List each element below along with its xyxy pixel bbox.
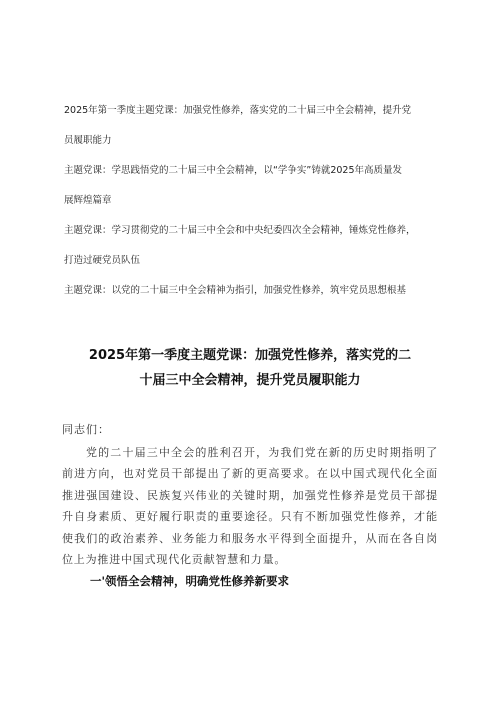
document-title-line-2: 十届三中全会精神，提升党员履职能力 (139, 373, 361, 388)
toc-item-2[interactable]: 主题党课：学思践悟党的二十届三中全会精神，以“学争实”铸就2025年高质量发 (64, 165, 403, 176)
toc-item-3-continued[interactable]: 打造过硬党员队伍 (64, 255, 141, 266)
toc-item-4[interactable]: 主题党课：以党的二十届三中全会精神为指引，加强党性修养，筑牢党员思想根基 (64, 285, 407, 296)
toc-item-2-continued[interactable]: 展辉煌篇章 (64, 195, 112, 206)
section-heading: 一'领悟全会精神，明确党性修养新要求 (90, 574, 290, 589)
toc-item-3[interactable]: 主题党课：学习贯彻党的二十届三中全会和中央纪委四次全会精神，锤炼党性修养， (64, 225, 416, 236)
table-of-contents (64, 96, 444, 306)
document-body (62, 420, 438, 592)
toc-item-1[interactable]: 2025年第一季度主题党课：加强党性修养，落实党的二十届三中全会精神，提升党 (64, 105, 412, 116)
toc-item-1-continued[interactable]: 员履职能力 (64, 135, 112, 146)
document-title (60, 343, 440, 393)
salutation: 同志们： (62, 423, 110, 436)
intro-paragraph: 党的二十届三中全会的胜利召开，为我们党在新的历史时期指明了前进方向，也对党员干部提出了新的更高要求。在以中国式现代化全面推进强国建设、民族复兴伟业的关键时期，加强党性修养是党员干部提升自身素质、更好履行职责的重要途径。只有不断加强党性修养，才能使我们的政治素养、业务能力和服务水平得到全面提升，从而在各自岗位上为推进中国式现代化贡献智慧和力量。 (62, 446, 438, 567)
document-title-line-1: 2025年第一季度主题党课：加强党性修养，落实党的二 (88, 348, 412, 363)
